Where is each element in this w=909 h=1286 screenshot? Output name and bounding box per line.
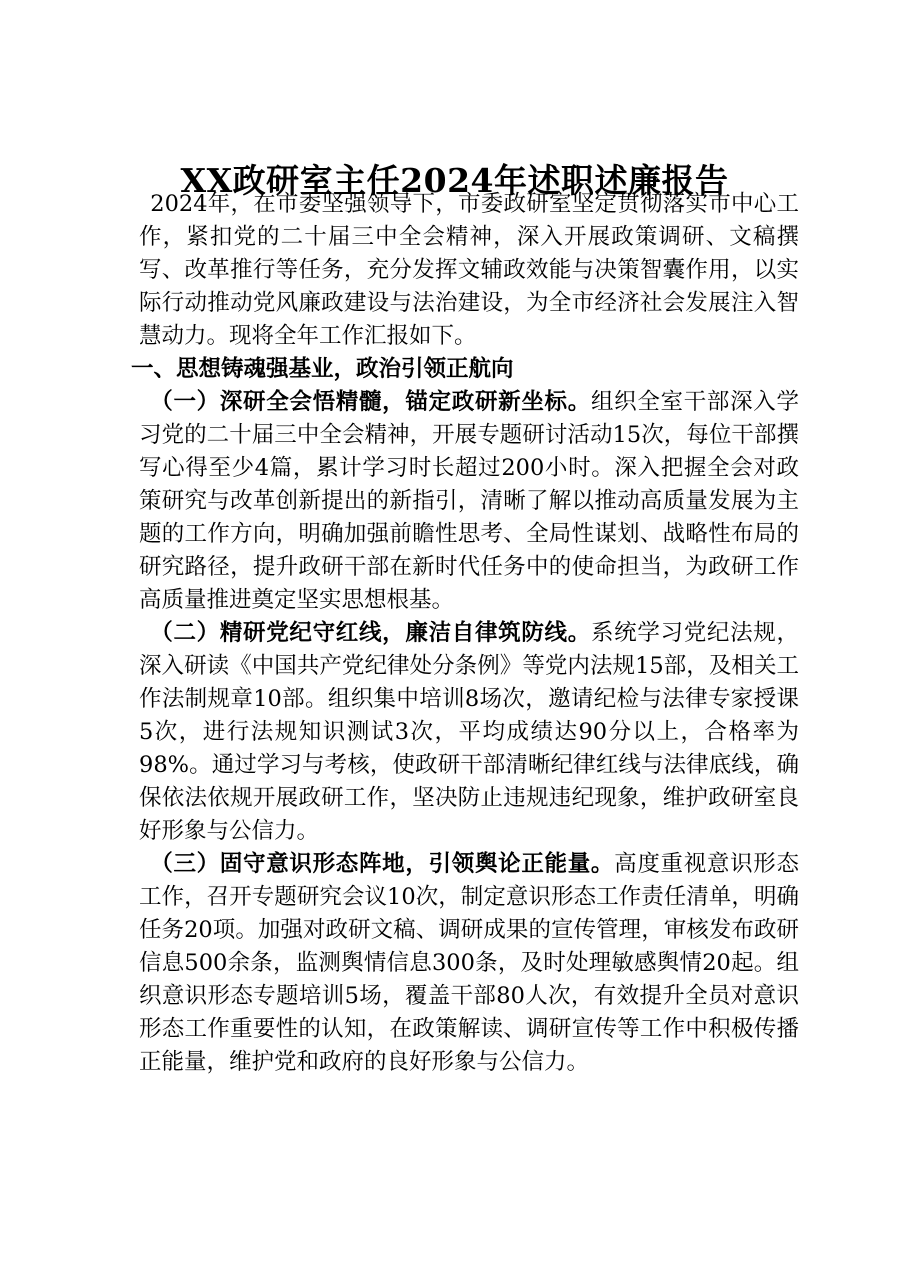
item-paragraph-1 bbox=[139, 386, 799, 617]
item-paragraph-2 bbox=[139, 617, 799, 848]
item-lead-2: （二）精研党纪守红线，廉洁自律筑防线。 bbox=[150, 620, 591, 646]
item-lead-1: （一）深研全会悟精髓，锚定政研新坐标。 bbox=[150, 389, 591, 415]
item-text-2: 系统学习党纪法规，深入研读《中国共产党纪律处分条例》等党内法规15部，及相关工作法制规章10部。组织集中培训8场次，邀请纪检与法律专家授课5次，进行法规知识测试3次，平均成绩达90分以上，合格率为98%。通过学习与考核，使政研干部清晰纪律红线与法律底线，确保依法依规开展政研工作，坚决防止违规违纪现象，维护政研室良好形象与公信力。 bbox=[139, 620, 799, 844]
section-heading-1: 一、思想铸魂强基业，政治引领正航向 bbox=[131, 356, 514, 382]
item-lead-3: （三）固守意识形态阵地，引领舆论正能量。 bbox=[150, 851, 615, 877]
document-title: XX政研室主任2024年述职述廉报告 bbox=[180, 161, 729, 200]
item-text-3: 高度重视意识形态工作，召开专题研究会议10次，制定意识形态工作责任清单，明确任务20项。加强对政研文稿、调研成果的宣传管理，审核发布政研信息500余条，监测舆情信息300条，及时处理敏感舆情20起。组织意识形态专题培训5场，覆盖干部80人次，有效提升全员对意识形态工作重要性的认知，在政策解读、调研宣传等工作中积极传播正能量，维护党和政府的良好形象与公信力。 bbox=[139, 851, 799, 1075]
document-body bbox=[131, 188, 799, 1079]
item-paragraph-3 bbox=[139, 848, 799, 1079]
item-text-1: 组织全室干部深入学习党的二十届三中全会精神，开展专题研讨活动15次，每位干部撰写心得至少4篇，累计学习时长超过200小时。深入把握全会对政策研究与改革创新提出的新指引，清晰了解以推动高质量发展为主题的工作方向，明确加强前瞻性思考、全局性谋划、战略性布局的研究路径，提升政研干部在新时代任务中的使命担当，为政研工作高质量推进奠定坚实思想根基。 bbox=[139, 389, 799, 613]
intro-paragraph: 2024年，在市委坚强领导下，市委政研室坚定贯彻落实市中心工作，紧扣党的二十届三中全会精神，深入开展政策调研、文稿撰写、改革推行等任务，充分发挥文辅政效能与决策智囊作用，以实际行动推动党风廉政建设与法治建设，为全市经济社会发展注入智慧动力。现将全年工作汇报如下。 bbox=[139, 191, 799, 349]
